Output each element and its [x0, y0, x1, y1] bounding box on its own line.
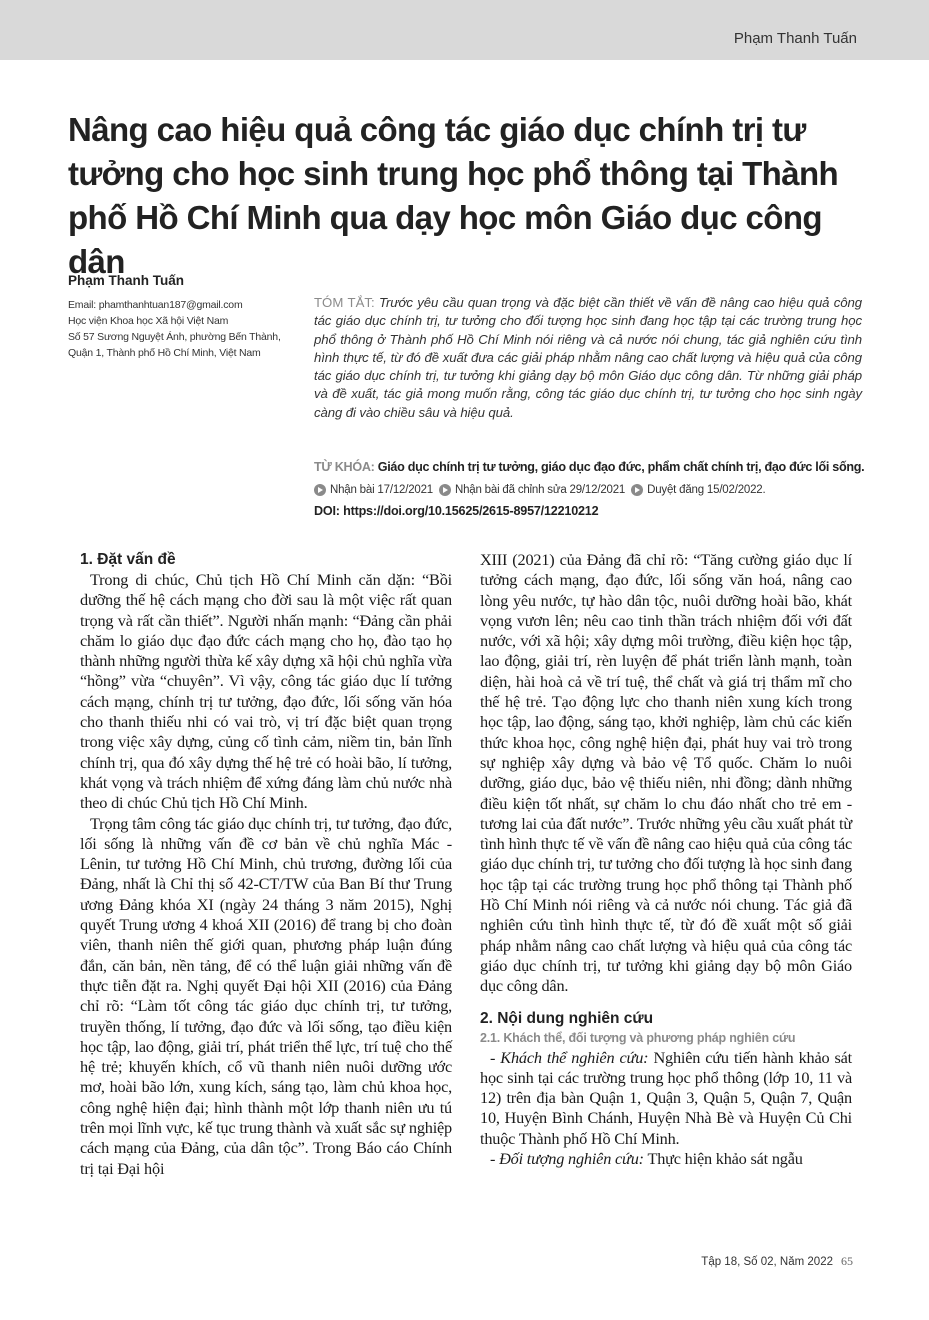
body-column-right — [480, 550, 852, 1169]
accepted-date: Duyệt đăng 15/02/2022. — [631, 482, 765, 498]
page-number: 65 — [841, 1254, 853, 1268]
author-institution: Học viện Khoa học Xã hội Việt Nam — [68, 315, 229, 327]
author-address-2: Quận 1, Thành phố Hồ Chí Minh, Việt Nam — [68, 347, 261, 359]
arrow-right-icon — [439, 484, 451, 496]
section-heading: 1. Đặt vấn đề — [80, 551, 176, 568]
subsection-heading: 2.1. Khách thể, đối tượng và phương pháp nghiên cứu — [480, 1030, 796, 1045]
section-heading: 2. Nội dung nghiên cứu — [480, 1009, 654, 1027]
author-name: Phạm Thanh Tuấn — [68, 273, 185, 288]
term-label: - Đối tượng nghiên cứu: — [490, 1149, 644, 1169]
arrow-right-icon — [314, 484, 326, 496]
article-dates — [314, 482, 874, 498]
keywords-text: Giáo dục chính trị tư tưởng, giáo dục đạo đức, phẩm chất chính trị, đạo đức lối sống. — [377, 460, 865, 474]
paper-title: Nâng cao hiệu quả công tác giáo dục chính trị tư tưởng cho học sinh trung học phổ thông tại Thành phố Hồ Chí Minh qua dạy học môn Giáo dục công dân — [68, 111, 839, 280]
abstract-label: TÓM TẮT: — [314, 295, 375, 310]
received-date: Nhận bài 17/12/2021 — [314, 482, 433, 498]
term-label: - Khách thể nghiên cứu: — [490, 1047, 649, 1067]
author-affiliation — [68, 297, 308, 361]
keywords-label: TỪ KHÓA: — [314, 460, 375, 474]
running-author: Phạm Thanh Tuấn — [733, 30, 857, 47]
doi-link[interactable]: DOI: https://doi.org/10.15625/2615-8957/12210212 — [314, 504, 599, 518]
issue-info: Tập 18, Số 02, Năm 2022 — [701, 1255, 833, 1268]
paragraph: Trọng tâm công tác giáo dục chính trị, tư tưởng, đạo đức, lối sống là những vấn đề cơ bản về chủ nghĩa Mác - Lênin, tư tưởng Hồ Chí Minh, chủ trương, đường lối của Đảng, nhất là Chỉ thị số 42-CT/TW của Ban Bí thư Trung ương Đảng khóa XI (ngày 24 tháng 3 năm 2015), Nghị quyết Trung ương 4 khoá XII (2016) để trang bị cho đoàn viên, thanh niên thế giới quan, phương pháp luận đúng đắn, căn bản, nền tảng, để có thể luận giải những vấn đề thực tiễn đặt ra. Nghị quyết Đại hội XII (2016) của Đảng chỉ rõ: “Làm tốt công tác giáo dục chính trị, tư tưởng, truyền thống, lí tưởng, đạo đức và lối sống, tạo điều kiện học tập, lao động, giải trí, phát triển thể lực, trí tuệ cho thế hệ trẻ; khuyến khích, cổ vũ thanh niên nuôi dưỡng ước mơ, hoài bão lớn, xung kích, sáng tạo, làm chủ khoa học, công nghệ hiện đại; hình thành một lớp thanh niên ưu tú trên mọi lĩnh vực, kế tục trung thành và xuất sắc sự nghiệp cách mạng của Đảng, của dân tộc”. Trong Báo cáo Chính trị tại Đại hội — [80, 813, 452, 1178]
arrow-right-icon — [631, 484, 643, 496]
paragraph: Trong di chúc, Chủ tịch Hồ Chí Minh căn dặn: “Bồi dưỡng thế hệ cách mạng cho đời sau là một việc rất quan trọng và rất cần thiết”. Người nhấn mạnh: “Đảng cần phải chăm lo giáo dục đạo đức cách mạng cho họ, đào tạo họ thành những người thừa kế xây dựng xã hội chủ nghĩa vừa “hồng” vừa “chuyên”. Vì vậy, công tác giáo dục lí tưởng cách mạng, chính trị tư tưởng, đạo đức, lối sống văn hóa cho thanh thiếu nhi có vai trò, vị trí đặc biệt quan trọng trong việc xây dựng, củng cố tình cảm, niềm tin, bản lĩnh chính trị, qua đó xây dựng thế hệ trẻ có hoài bão, lí tưởng, khát vọng và trách nhiệm để xứng đáng làm chủ nước nhà theo di chúc Chủ tịch Hồ Chí Minh. — [80, 570, 452, 813]
paragraph: - Đối tượng nghiên cứu: Thực hiện khảo sát ngẫu — [490, 1149, 803, 1169]
keywords — [314, 458, 874, 476]
page-footer — [701, 1254, 853, 1269]
body-column-left — [80, 550, 452, 1179]
abstract — [314, 294, 862, 422]
revised-date: Nhận bài đã chỉnh sửa 29/12/2021 — [439, 482, 625, 498]
paragraph: XIII (2021) của Đảng đã chỉ rõ: “Tăng cường giáo dục lí tưởng cách mạng, đạo đức, lối sống văn hoá, nâng cao lòng yêu nước, tự hào dân tộc, nuôi dưỡng hoài bão, khát vọng vươn lên; nêu cao tinh thần trách nhiệm đối với đất nước, với xã hội; xây dựng môi trường, điều kiện học tập, lao động, giải trí, rèn luyện để phát triển lành mạnh, toàn diện, hài hoà cả về trí tuệ, thể chất và giá trị thẩm mĩ cho thế hệ trẻ. Tạo động lực cho thanh niên xung kích trong học tập, lao động, sáng tạo, khởi nghiệp, làm chủ các kiến thức khoa học, công nghệ hiện đại, phát huy vai trò trong sự nghiệp xây dựng và bảo vệ Tổ quốc. Chăm lo nuôi dưỡng, giáo dục, bảo vệ thiếu niên, nhi đồng; dành những điều kiện tốt nhất, sự chăm lo chu đáo nhất cho trẻ em - tương lai của đất nước”. Trước những yêu cầu xuất phát từ tình hình thực tế về vấn đề nâng cao hiệu quả của công tác giáo dục chính trị, tư tưởng cho đối tượng là học sinh đang học tập tại các trường trung học phổ thông tại Thành phố Hồ Chí Minh nói riêng và cả nước nói chung. Tác giả đã nghiên cứu tình hình thực tế, từ đó đề xuất một số giải pháp nhằm nâng cao chất lượng và hiệu quả của công tác giáo dục chính trị, tư tưởng khi giảng dạy bộ môn Giáo dục công dân. — [480, 550, 852, 996]
abstract-text: Trước yêu cầu quan trọng và đặc biệt cần thiết về vấn đề nâng cao hiệu quả công tác giáo dục chính trị, tư tưởng cho đối tượng học sinh đang học tập tại các trường trung học phổ thông ở Thành phố Hồ Chí Minh nói riêng và cả nước nói chung, tác giả nghiên cứu tình hình thực tế, từ đó đề xuất đưa các giải pháp nhằm nâng cao chất lượng và hiệu quả của công tác giáo dục chính trị, tư tưởng khi giảng dạy bộ môn Giáo dục công dân. Từ những giải pháp và đề xuất, tác giả mong muốn rằng, công tác giáo dục chính trị, tư tưởng cho học sinh ngày càng đi vào chiều sâu và hiệu quả. — [314, 295, 862, 420]
author-email: Email: phamthanhtuan187@gmail.com — [68, 299, 243, 311]
author-address-1: Số 57 Sương Nguyệt Ánh, phường Bến Thành, — [68, 331, 281, 343]
paragraph: - Khách thể nghiên cứu: Nghiên cứu tiến hành khảo sát học sinh tại các trường trung học phổ thông (lớp 10, 11 và 12) trên địa bàn Quận 1, Quận 3, Quận 5, Quận 7, Quận 10, Huyện Bình Chánh, Huyện Nhà Bè và Huyện Củ Chi thuộc Thành phố Hồ Chí Minh. — [480, 1047, 853, 1148]
